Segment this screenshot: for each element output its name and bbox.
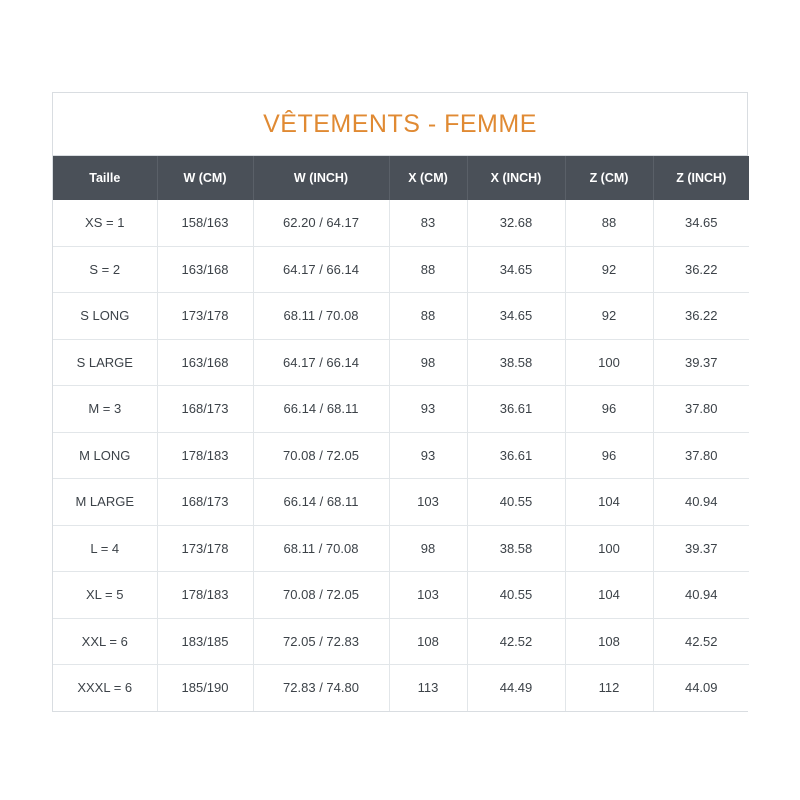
cell-x-cm: 88 [389, 293, 467, 340]
cell-z-inch: 34.65 [653, 200, 749, 246]
column-header-x-cm: X (CM) [389, 156, 467, 200]
cell-w-cm: 168/173 [157, 386, 253, 433]
cell-z-cm: 92 [565, 293, 653, 340]
table-row [53, 293, 749, 340]
cell-size: M LARGE [53, 479, 157, 526]
cell-w-inch: 64.17 / 66.14 [253, 246, 389, 293]
cell-z-cm: 100 [565, 339, 653, 386]
cell-w-inch: 70.08 / 72.05 [253, 432, 389, 479]
cell-z-cm: 88 [565, 200, 653, 246]
cell-z-inch: 44.09 [653, 665, 749, 711]
table-row [53, 339, 749, 386]
cell-x-cm: 83 [389, 200, 467, 246]
cell-x-cm: 98 [389, 339, 467, 386]
cell-x-cm: 88 [389, 246, 467, 293]
cell-z-inch: 37.80 [653, 386, 749, 433]
table-row [53, 525, 749, 572]
cell-z-inch: 39.37 [653, 525, 749, 572]
cell-z-inch: 37.80 [653, 432, 749, 479]
cell-size: XS = 1 [53, 200, 157, 246]
cell-z-inch: 36.22 [653, 246, 749, 293]
cell-w-cm: 178/183 [157, 432, 253, 479]
cell-x-cm: 93 [389, 386, 467, 433]
cell-w-cm: 173/178 [157, 293, 253, 340]
cell-w-cm: 163/168 [157, 339, 253, 386]
cell-x-inch: 38.58 [467, 525, 565, 572]
cell-w-inch: 72.83 / 74.80 [253, 665, 389, 711]
cell-w-cm: 168/173 [157, 479, 253, 526]
cell-w-cm: 173/178 [157, 525, 253, 572]
cell-x-cm: 103 [389, 572, 467, 619]
table-row [53, 200, 749, 246]
table-row [53, 246, 749, 293]
cell-x-inch: 36.61 [467, 386, 565, 433]
cell-z-cm: 104 [565, 479, 653, 526]
column-header-z-inch: Z (INCH) [653, 156, 749, 200]
cell-z-cm: 100 [565, 525, 653, 572]
cell-z-cm: 112 [565, 665, 653, 711]
cell-w-inch: 70.08 / 72.05 [253, 572, 389, 619]
table-header [53, 156, 749, 200]
cell-x-cm: 108 [389, 618, 467, 665]
cell-size: XL = 5 [53, 572, 157, 619]
cell-z-cm: 108 [565, 618, 653, 665]
cell-x-inch: 44.49 [467, 665, 565, 711]
cell-w-inch: 72.05 / 72.83 [253, 618, 389, 665]
cell-x-inch: 34.65 [467, 293, 565, 340]
cell-size: S = 2 [53, 246, 157, 293]
cell-w-inch: 62.20 / 64.17 [253, 200, 389, 246]
column-header-w-cm: W (CM) [157, 156, 253, 200]
cell-z-inch: 39.37 [653, 339, 749, 386]
table-row [53, 572, 749, 619]
table-row [53, 386, 749, 433]
size-table [53, 156, 749, 711]
cell-x-inch: 34.65 [467, 246, 565, 293]
cell-z-inch: 40.94 [653, 479, 749, 526]
column-header-w-inch: W (INCH) [253, 156, 389, 200]
cell-size: XXXL = 6 [53, 665, 157, 711]
table-header-row [53, 156, 749, 200]
table-row [53, 665, 749, 711]
column-header-z-cm: Z (CM) [565, 156, 653, 200]
cell-size: S LONG [53, 293, 157, 340]
cell-w-inch: 64.17 / 66.14 [253, 339, 389, 386]
cell-x-inch: 40.55 [467, 572, 565, 619]
cell-w-cm: 183/185 [157, 618, 253, 665]
cell-w-cm: 163/168 [157, 246, 253, 293]
page-title: VÊTEMENTS - FEMME [263, 109, 537, 138]
cell-w-inch: 66.14 / 68.11 [253, 386, 389, 433]
cell-z-cm: 96 [565, 386, 653, 433]
cell-x-cm: 93 [389, 432, 467, 479]
cell-x-inch: 32.68 [467, 200, 565, 246]
cell-z-inch: 40.94 [653, 572, 749, 619]
cell-z-cm: 96 [565, 432, 653, 479]
cell-w-inch: 68.11 / 70.08 [253, 293, 389, 340]
table-row [53, 432, 749, 479]
chart-title-row [53, 93, 747, 156]
cell-x-cm: 113 [389, 665, 467, 711]
cell-x-cm: 98 [389, 525, 467, 572]
cell-size: M = 3 [53, 386, 157, 433]
table-row [53, 479, 749, 526]
cell-x-inch: 42.52 [467, 618, 565, 665]
column-header-x-inch: X (INCH) [467, 156, 565, 200]
cell-x-inch: 40.55 [467, 479, 565, 526]
cell-size: L = 4 [53, 525, 157, 572]
cell-z-inch: 42.52 [653, 618, 749, 665]
cell-x-cm: 103 [389, 479, 467, 526]
table-row [53, 618, 749, 665]
cell-w-inch: 68.11 / 70.08 [253, 525, 389, 572]
cell-z-cm: 104 [565, 572, 653, 619]
column-header-taille: Taille [53, 156, 157, 200]
cell-x-inch: 36.61 [467, 432, 565, 479]
cell-w-inch: 66.14 / 68.11 [253, 479, 389, 526]
cell-z-inch: 36.22 [653, 293, 749, 340]
cell-size: M LONG [53, 432, 157, 479]
size-chart [52, 92, 748, 712]
cell-z-cm: 92 [565, 246, 653, 293]
cell-w-cm: 185/190 [157, 665, 253, 711]
cell-size: XXL = 6 [53, 618, 157, 665]
cell-w-cm: 158/163 [157, 200, 253, 246]
cell-x-inch: 38.58 [467, 339, 565, 386]
cell-size: S LARGE [53, 339, 157, 386]
table-body [53, 200, 749, 711]
cell-w-cm: 178/183 [157, 572, 253, 619]
